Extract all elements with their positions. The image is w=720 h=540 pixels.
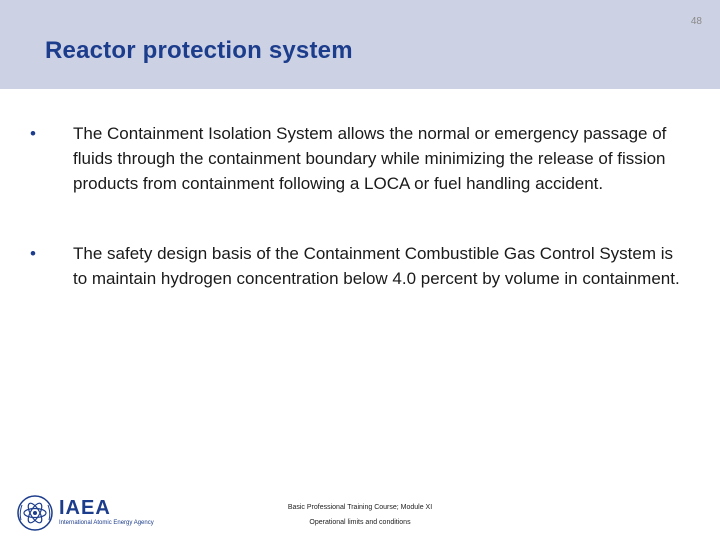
slide-title: Reactor protection system [45, 37, 353, 64]
bullet-text: The Containment Isolation System allows the normal or emergency passage of fluids through the containment boundary while minimizing the release of fission products from containment following a LOCA or fuel handling accident. [73, 124, 667, 193]
iaea-logo [16, 492, 176, 532]
bullet-item [30, 121, 690, 196]
logo-subtext: International Atomic Energy Agency [59, 520, 154, 526]
bullet-list [30, 121, 690, 291]
bullet-marker: • [30, 244, 36, 263]
footer-topic: Operational limits and conditions [309, 519, 411, 526]
bullet-item [30, 241, 690, 291]
page-number: 48 [690, 16, 702, 27]
footer-course: Basic Professional Training Course; Module XI [287, 504, 433, 511]
bullet-marker: • [30, 124, 36, 143]
bullet-text: The safety design basis of the Containment Combustible Gas Control System is to maintain hydrogen concentration below 4.0 percent by volume in containment. [73, 244, 680, 288]
atom-emblem-icon [16, 494, 54, 532]
logo-wordmark: IAEA [59, 497, 111, 519]
